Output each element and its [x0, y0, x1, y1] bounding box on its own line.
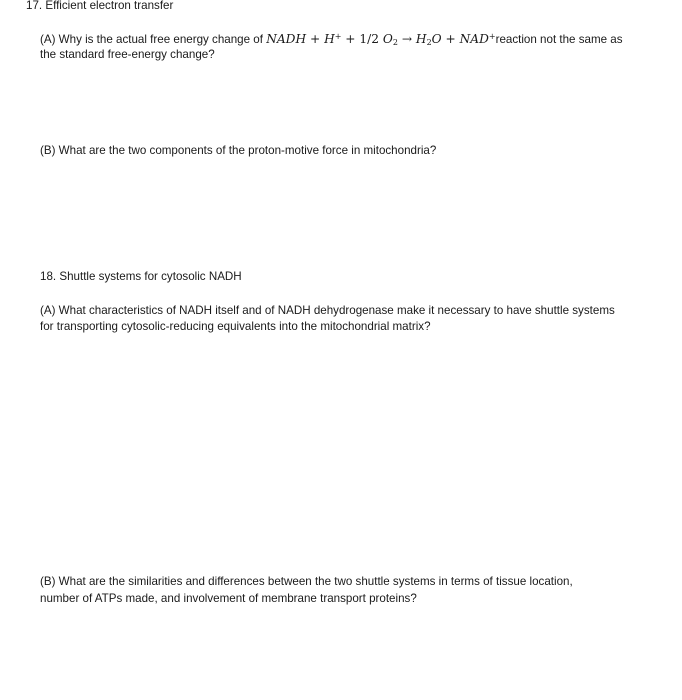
- question-17a-text-after: reaction not the same as: [495, 33, 623, 46]
- eq-arrow: →: [397, 32, 416, 46]
- eq-nadh: NADH: [266, 32, 307, 46]
- eq-o-sub: 2: [392, 38, 398, 47]
- question-17a-line-2: the standard free-energy change?: [40, 48, 215, 61]
- question-18-title: 18. Shuttle systems for cytosolic NADH: [40, 270, 242, 283]
- question-17b: (B) What are the two components of the proton-motive force in mitochondria?: [40, 144, 437, 157]
- eq-nad-sup: +: [488, 32, 496, 41]
- question-17a-text-before: (A) Why is the actual free energy change of: [40, 33, 263, 46]
- eq-h-sup: +: [334, 32, 342, 41]
- eq-plus-3: +: [441, 32, 460, 46]
- eq-h2o-h: H: [415, 32, 427, 46]
- reaction-equation: [266, 32, 495, 46]
- question-17a-line-1: [40, 31, 623, 48]
- question-18b-line-1: (B) What are the similarities and differences between the two shuttle systems in terms of tissue location,: [40, 575, 573, 588]
- eq-nad: NAD: [459, 32, 489, 46]
- question-18a-line-1: (A) What characteristics of NADH itself and of NADH dehydrogenase make it necessary to have shuttle systems: [40, 304, 615, 317]
- eq-o: O: [382, 32, 393, 46]
- question-18a-line-2: for transporting cytosolic-reducing equivalents into the mitochondrial matrix?: [40, 320, 431, 333]
- eq-h: H: [324, 32, 335, 46]
- eq-h2o-sub: 2: [426, 38, 432, 47]
- question-17-title: 17. Efficient electron transfer: [26, 0, 174, 12]
- eq-plus-half: + 1/2: [341, 32, 383, 46]
- question-18b-line-2: number of ATPs made, and involvement of membrane transport proteins?: [40, 592, 417, 605]
- eq-plus-1: +: [306, 32, 325, 46]
- eq-h2o-o: O: [431, 32, 442, 46]
